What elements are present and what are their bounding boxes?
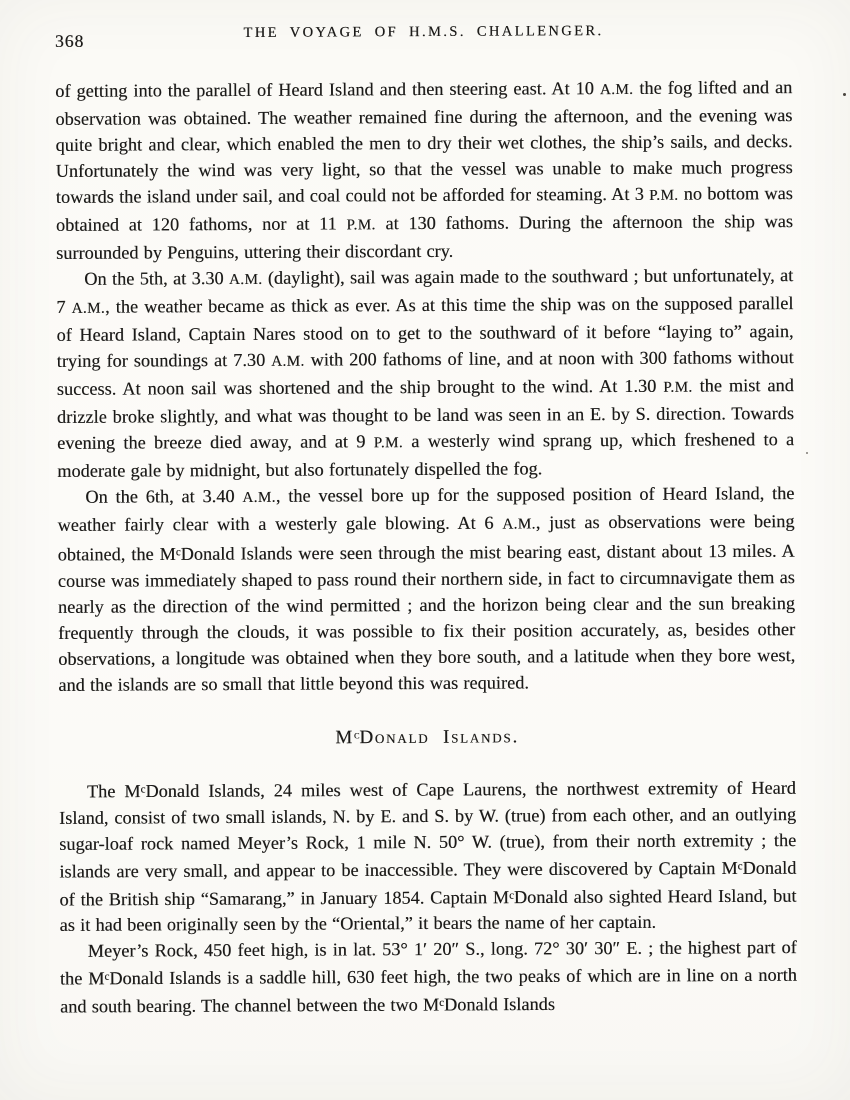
paragraph: On the 6th, at 3.40 A.M., the vessel bore up for the supposed position of Heard Island, the weather fairly clear with a westerly gale blowing. At 6 A.M., just as observations were being obtained, the $M^cDonald$ Islands were seen through the mist bearing east, distant about 13 miles. A course was immediately shaped to pass round their northern side, in fact to circumnavigate them as nearly as the direction of the wind permitted ; and the horizon being clear and the sun breaking frequently through the clouds, it was possible to fix their position accurately, as, besides other observations, a longitude was obtained when they bore south, and a latitude when they bore west, and the islands are so small that little beyond this was required. bbox=[57, 483, 796, 695]
paragraph-continuation: of getting into the parallel of Heard Island and then steering east. At 10 A.M. the fog lifted and an observation was obtained. The weather remained fine during the afternoon, and the evening was quite bright and clear, which enabled the men to dry their wet clothes, the ship’s sails, and decks. Unfortunately the wind was very light, so that the vessel was unable to make much progress towards the island under sail, and coal could not be afforded for steaming. At 3 P.M. no bottom was obtained at 120 fathoms, nor at 11 P.M. at 130 fathoms. During the afternoon the ship was surrounded by Penguins, uttering their discordant cry. bbox=[55, 77, 794, 263]
page-number: 368 bbox=[54, 30, 85, 51]
section-heading: $M^cDonald$ Islands. bbox=[335, 725, 520, 748]
paragraph: Meyer’s Rock, 450 feet high, is in lat. 53° 1′ 20″ S., long. 72° 30′ 30″ E. ; the highest part of the $M^cDonald$ Islands is a saddle hill, 630 feet high, the two peaks of which are in line on a north and south bearing. The channel between the two $M^cDonald$ Islands bbox=[59, 937, 797, 1017]
scanned-content bbox=[55, 20, 797, 1019]
page-text bbox=[55, 74, 797, 1019]
running-head bbox=[55, 20, 792, 60]
running-header-title: THE VOYAGE OF H.M.S. CHALLENGER. bbox=[243, 23, 604, 41]
paragraph: The $M^cDonald$ Islands, 24 miles west of Cape Laurens, the northwest extremity of Heard Island, consist of two small islands, N. by E. and S. by W. (true) from each other, and an outlying sugar-loaf rock named Meyer’s Rock, 1 mile N. 50° W. (true), from their north extremity ; the islands are very small, and appear to be inaccessible. They were discovered by Captain $M^cDonald$ of the British ship “Samarang,” in January 1854. Captain $M^cDonald$ also sighted Heard Island, but as it had been originally seen by the “Oriental,” it bears the name of her captain. bbox=[59, 778, 797, 936]
paragraph: On the 5th, at 3.30 A.M. (daylight), sail was again made to the southward ; but unfortunately, at 7 A.M., the weather became as thick as ever. As at this time the ship was on the supposed parallel of Heard Island, Captain Nares stood on to get to the southward of it before “laying to” again, trying for soundings at 7.30 A.M. with 200 fathoms of line, and at noon with 300 fathoms without success. At noon sail was shortened and the ship brought to the wind. At 1.30 P.M. the mist and drizzle broke slightly, and what was thought to be land was seen in an E. by S. direction. Towards evening the breeze died away, and at 9 P.M. a westerly wind sprang up, which freshened to a moderate gale by midnight, but also fortunately dispelled the fog. bbox=[56, 265, 795, 481]
